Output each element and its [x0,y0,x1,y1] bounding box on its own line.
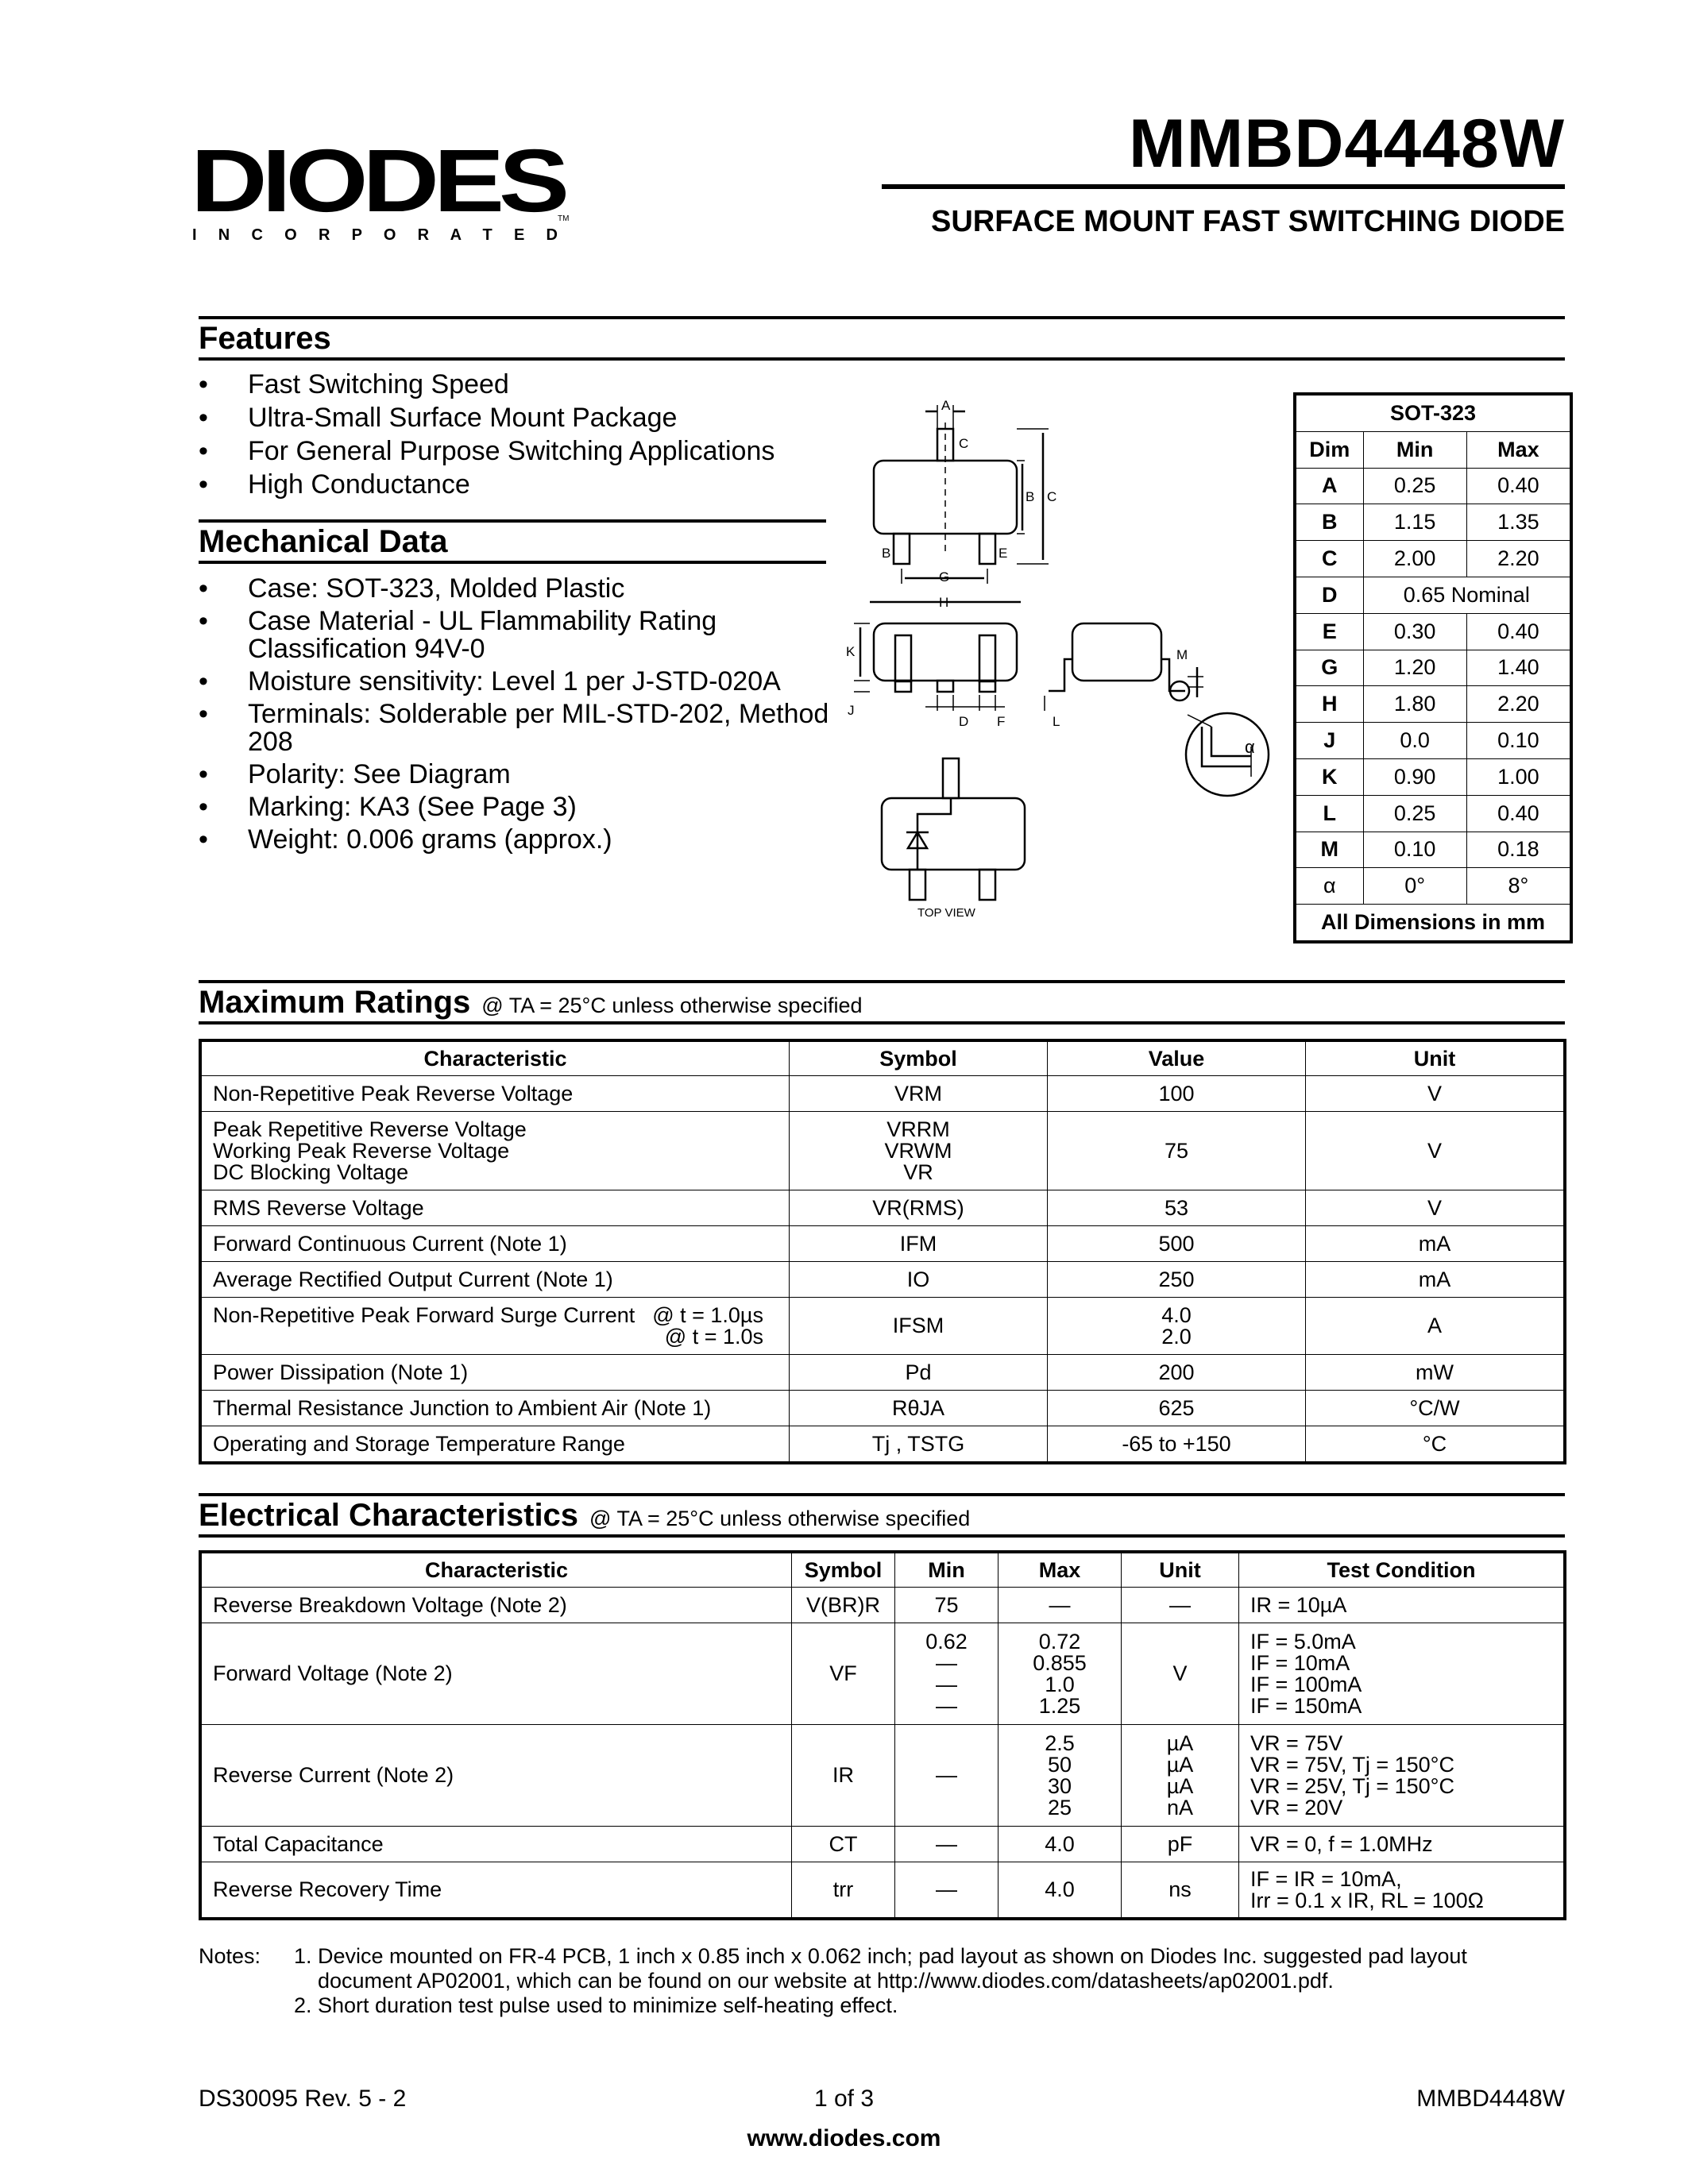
column-header: Min [895,1553,999,1588]
logo-incorporated: I N C O R P O R A T E D [192,226,558,244]
logo-wordmark: DIODES [191,143,566,230]
dim-label-b: B [1026,489,1035,504]
document-subtitle: SURFACE MOUNT FAST SWITCHING DIODE [931,205,1565,238]
package-outline-diagram [838,397,1315,929]
note-2: 2. Short duration test pulse used to minimize self-heating effect. [294,1993,898,2017]
dim-table-footer: All Dimensions in mm [1296,905,1570,941]
table-row: Power Dissipation (Note 1) Pd 200 mW [202,1355,1564,1391]
list-item: • Ultra-Small Surface Mount Package [199,401,914,434]
list-item: • Weight: 0.006 grams (approx.) [199,826,850,854]
list-item: • Case Material - UL Flammability Rating Classification 94V-0 [199,608,850,663]
table-row: J 0.0 0.10 [1296,723,1570,759]
note-1-cont: document AP02001, which can be found on our website at http://www.diodes.com/datasheets/ap02001.pdf. [318,1969,1334,1993]
column-header: Test Condition [1239,1553,1564,1588]
table-row: B 1.15 1.35 [1296,504,1570,541]
features-rule-bottom [199,357,1565,361]
electrical-table [199,1550,1566,1920]
list-item: • Marking: KA3 (See Page 3) [199,793,850,821]
table-row: Operating and Storage Temperature Range Tj , TSTG -65 to +150 °C [202,1426,1564,1462]
top-view-caption: TOP VIEW [917,906,975,920]
mechanical-title: Mechanical Data [199,524,448,559]
list-item: • For General Purpose Switching Applications [199,434,914,468]
list-item: • Fast Switching Speed [199,368,914,401]
table-row: E 0.30 0.40 [1296,613,1570,650]
electrical-rule-top [199,1493,1565,1496]
features-list [199,368,914,501]
table-row: Reverse Recovery Time trr — 4.0 ns IF = IR = 10mA, Irr = 0.1 x IR, RL = 100Ω [202,1862,1564,1918]
dim-label-g: G [939,569,950,585]
list-item: • Moisture sensitivity: Level 1 per J-STD-020A [199,668,850,696]
notes-label: Notes: [199,1944,261,1968]
features-rule-top [199,316,1565,319]
column-header: Value [1048,1042,1306,1076]
table-row: Forward Voltage (Note 2) VF 0.62 — — — 0.72 0.855 1.0 1.25 V IF = 5.0mA IF = 10mA IF = 100mA IF = 150mA [202,1623,1564,1725]
table-row: M 0.10 0.18 [1296,832,1570,868]
dimension-table [1293,392,1573,943]
header-rule [882,184,1565,189]
column-header: Symbol [790,1042,1048,1076]
column-header: Characteristic [202,1042,790,1076]
table-row: Total Capacitance CT — 4.0 pF VR = 0, f = 1.0MHz [202,1827,1564,1862]
mechanical-list [199,575,850,859]
table-row: Reverse Current (Note 2) IR — 2.5 50 30 25 µA µA µA nA VR = 75V VR = 75V, Tj = 150°C VR = 25V, Tj = 150°C VR = 20V [202,1725,1564,1827]
table-row: H 1.80 2.20 [1296,686,1570,723]
electrical-rule-bottom [199,1534,1565,1538]
table-row: A 0.25 0.40 [1296,468,1570,504]
list-item: • Case: SOT-323, Molded Plastic [199,575,850,603]
dim-label-b-lead: B [882,546,891,561]
list-item: • High Conductance [199,468,914,501]
dim-label-k: K [846,644,856,659]
list-item: • Polarity: See Diagram [199,761,850,789]
part-number: MMBD4448W [1129,106,1565,182]
table-row: D 0.65 Nominal [1296,577,1570,613]
footer-part-number: MMBD4448W [1416,2086,1565,2112]
table-row: Non-Repetitive Peak Forward Surge Current @ t = 1.0µs @ t = 1.0s IFSM 4.0 2.0 A [202,1298,1564,1355]
dim-header: Dim [1296,431,1364,468]
list-item: • Terminals: Solderable per MIL-STD-202, Method 208 [199,700,850,756]
table-row: Thermal Resistance Junction to Ambient Air (Note 1) RθJA 625 °C/W [202,1391,1564,1426]
dim-label-f: F [997,714,1006,729]
max-ratings-rule-bottom [199,1021,1565,1024]
dim-table-title: SOT-323 [1296,396,1570,432]
dim-label-d: D [959,714,969,729]
table-row: L 0.25 0.40 [1296,795,1570,832]
diodes-logo [191,143,572,246]
max-ratings-title: Maximum Ratings [199,985,471,1020]
dim-label-m: M [1176,647,1188,662]
column-header: Max [999,1553,1122,1588]
dim-label-l: L [1053,714,1060,729]
table-row: Peak Repetitive Reverse Voltage Working Peak Reverse Voltage DC Blocking Voltage VRRM VRWM VR 75 V [202,1112,1564,1190]
electrical-heading [199,1498,970,1534]
table-row: Forward Continuous Current (Note 1) IFM 500 mA [202,1226,1564,1262]
dim-label-c-lead: C [959,436,969,451]
dim-label-e: E [999,546,1008,561]
dim-label-h: H [939,595,949,610]
features-title: Features [199,321,331,356]
dim-label-alpha: α [1245,737,1255,757]
table-row: Average Rectified Output Current (Note 1) IO 250 mA [202,1262,1564,1298]
mechanical-rule-bottom [199,561,826,564]
dim-header: Max [1466,431,1570,468]
table-row: Reverse Breakdown Voltage (Note 2) V(BR)R 75 — — IR = 10µA [202,1588,1564,1623]
table-row: Non-Repetitive Peak Reverse Voltage VRM 100 V [202,1076,1564,1112]
table-row: C 2.00 2.20 [1296,541,1570,577]
table-row: K 0.90 1.00 [1296,758,1570,795]
max-ratings-rule-top [199,980,1565,983]
mechanical-rule-top [199,519,826,523]
footer-doc-number: DS30095 Rev. 5 - 2 [199,2086,407,2112]
dim-header: Min [1363,431,1466,468]
max-ratings-table [199,1039,1566,1464]
max-ratings-heading [199,985,863,1021]
column-header: Symbol [792,1553,895,1588]
table-row: α 0° 8° [1296,868,1570,905]
table-row: G 1.20 1.40 [1296,650,1570,686]
dim-label-a: A [941,398,951,413]
column-header: Unit [1306,1042,1564,1076]
dim-label-c: C [1047,489,1057,504]
notes [199,1944,1565,2018]
table-row: RMS Reverse Voltage VR(RMS) 53 V [202,1190,1564,1226]
footer-website-link[interactable]: www.diodes.com [747,2125,941,2151]
dim-label-j: J [848,703,855,718]
max-ratings-condition: @ TA = 25°C unless otherwise specified [481,994,863,1017]
electrical-condition: @ TA = 25°C unless otherwise specified [589,1507,971,1530]
column-header: Unit [1122,1553,1239,1588]
logo-trademark: TM [558,214,570,223]
column-header: Characteristic [202,1553,792,1588]
electrical-title: Electrical Characteristics [199,1498,579,1533]
footer-page-number: 1 of 3 [813,2086,875,2112]
note-1: 1. Device mounted on FR-4 PCB, 1 inch x 0.85 inch x 0.062 inch; pad layout as shown on Diodes Inc. suggested pad layout [294,1944,1467,1968]
